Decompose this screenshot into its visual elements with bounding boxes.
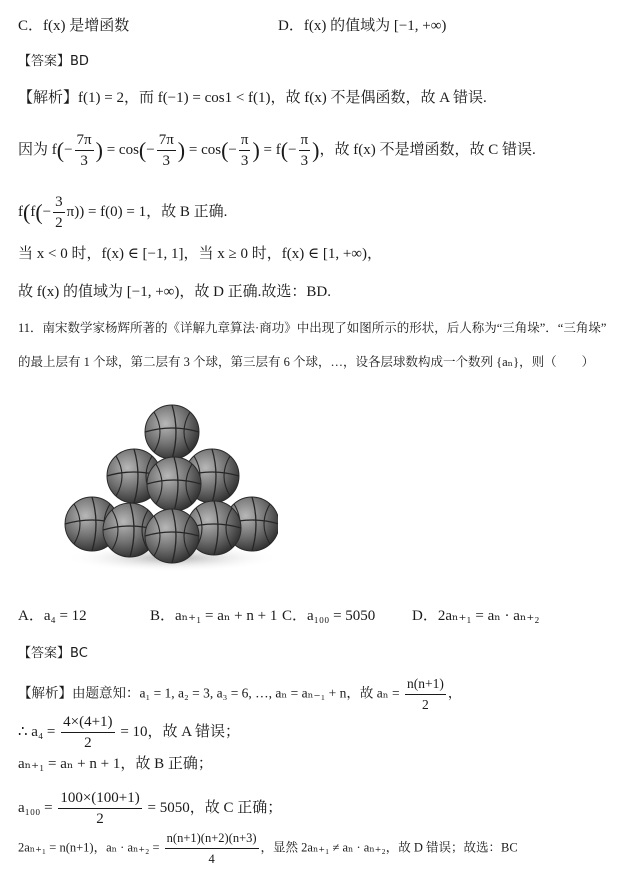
fraction-a4	[61, 712, 114, 753]
fraction-7pi-b-denominator: 3	[162, 153, 170, 169]
fraction-pi-b-numerator: π	[299, 130, 311, 151]
analysis-b-line-2-post: = 10，故 A 错误；	[120, 723, 241, 740]
fraction-7pi-numerator: 7π	[75, 130, 94, 151]
fraction-pi-b-denominator: 3	[300, 153, 309, 169]
fraction-a100	[58, 788, 141, 829]
analysis-b-line-2-pre: ∴ a₄ =	[18, 723, 56, 740]
analysis-b-line-5-post: ，显然 2aₙ₊₁ ≠ aₙ · aₙ₊₂，故 D 错误；故选：BC	[260, 840, 518, 855]
fraction-pi-3-b	[299, 130, 311, 171]
answer-label-1: 【答案】BD	[18, 54, 89, 69]
analysis-line-2: 因为 f(− $\frac{7\pi}{3}$ ) = cos(− $\frac{7\pi}{3}$ ) = cos(− $\frac{\pi}{3}$ ) = f(− $\frac{\pi}{3}$ )，故 f(x) 不是增函数，故 C 错误.	[18, 132, 536, 169]
fraction-a100-denominator: 2	[96, 811, 104, 827]
question-11-line-1: 11．南宋数学家杨辉所著的《详解九章算法·商功》中出现了如图所示的形状，后人称为“三角垛”．“三角垛”	[18, 321, 607, 335]
analysis-b-line-1: 【解析】由题意知：a₁ = 1, a₂ = 3, a₃ = 6, …, aₙ = aₙ₋₁ + n，故 aₙ = $\frac{n(n+1)}{2}$ ，	[18, 674, 461, 715]
answer-label-2: 【答案】BC	[18, 646, 88, 661]
fraction-7pi-denominator: 3	[80, 153, 88, 169]
fraction-7pi-b-numerator: 7π	[157, 130, 176, 151]
analysis-line-3-pre: f	[18, 203, 23, 220]
fraction-b5-denominator: 4	[208, 852, 215, 866]
fraction-3-2-numerator: 3	[53, 192, 65, 213]
fraction-a4-denominator: 2	[84, 735, 92, 751]
fraction-3-2-denominator: 2	[55, 215, 63, 231]
fraction-pi-3	[239, 130, 251, 171]
analysis-b-line-4-pre: a₁₀₀ =	[18, 799, 53, 816]
fraction-7pi-3-b	[157, 130, 176, 171]
analysis-b-line-4	[18, 788, 282, 829]
analysis-line-2-post: ，故 f(x) 不是增函数，故 C 错误.	[319, 141, 536, 158]
option-b-11: B．aₙ₊₁ = aₙ + n + 1	[150, 608, 278, 624]
analysis-line-3-post: π)) = f(0) = 1，故 B 正确.	[66, 203, 228, 220]
basketball-stack-image	[62, 376, 278, 572]
analysis-b-line-5-pre: 2aₙ₊₁ = n(n+1)，aₙ · aₙ₊₂ =	[18, 840, 160, 855]
analysis-b-line-5	[18, 828, 518, 869]
fraction-b5	[165, 828, 259, 869]
fraction-n-denominator: 2	[422, 697, 429, 712]
fraction-a100-numerator: 100×(100+1)	[58, 788, 141, 809]
option-d: D．f(x) 的值域为 [−1, +∞)	[278, 18, 447, 34]
fraction-pi-denominator: 3	[240, 153, 249, 169]
analysis-line-5: 故 f(x) 的值域为 [−1, +∞)，故 D 正确.故选：BD.	[18, 284, 332, 300]
analysis-b-line-1-pre: 【解析】由题意知：a₁ = 1, a₂ = 3, a₃ = 6, …, aₙ = aₙ₋₁ + n，故 aₙ =	[18, 685, 400, 701]
option-c-11: C．a₁₀₀ = 5050	[282, 608, 376, 624]
fraction-n-numerator: n(n+1)	[405, 674, 446, 695]
option-a-11: A．a₄ = 12	[18, 608, 87, 624]
fraction-n-formula	[405, 674, 446, 715]
question-11-line-2: 的最上层有 1 个球，第二层有 3 个球，第三层有 6 个球，…，设各层球数构成一个数列 {aₙ}，则（ ）	[18, 355, 595, 369]
option-d-11: D．2aₙ₊₁ = aₙ · aₙ₊₂	[412, 608, 540, 624]
analysis-line-2-mid: = cos	[106, 141, 139, 158]
analysis-b-line-2	[18, 712, 240, 753]
fraction-3-2	[53, 192, 65, 233]
analysis-b-line-3: aₙ₊₁ = aₙ + n + 1，故 B 正确；	[18, 756, 213, 772]
fraction-a4-numerator: 4×(4+1)	[61, 712, 114, 733]
fraction-pi-numerator: π	[239, 130, 251, 151]
analysis-line-1: 【解析】f(1) = 2，而 f(−1) = cos1 < f(1)，故 f(x) 不是偶函数，故 A 错误.	[18, 90, 487, 106]
analysis-line-2-mid2: = cos	[188, 141, 222, 158]
option-c: C．f(x) 是增函数	[18, 18, 130, 34]
analysis-line-3: f(f(− $\frac{3}{2}$ π)) = f(0) = 1，故 B 正确.	[18, 194, 228, 231]
analysis-line-2-pre: 因为 f	[18, 141, 57, 158]
analysis-line-2-mid3: = f	[263, 141, 281, 158]
fraction-b5-numerator: n(n+1)(n+2)(n+3)	[165, 828, 259, 849]
analysis-b-line-4-post: = 5050，故 C 正确；	[147, 799, 283, 816]
analysis-line-4: 当 x < 0 时，f(x) ∈ [−1, 1]，当 x ≥ 0 时，f(x) ∈ [1, +∞)，	[18, 246, 382, 262]
fraction-7pi-3	[75, 130, 94, 171]
